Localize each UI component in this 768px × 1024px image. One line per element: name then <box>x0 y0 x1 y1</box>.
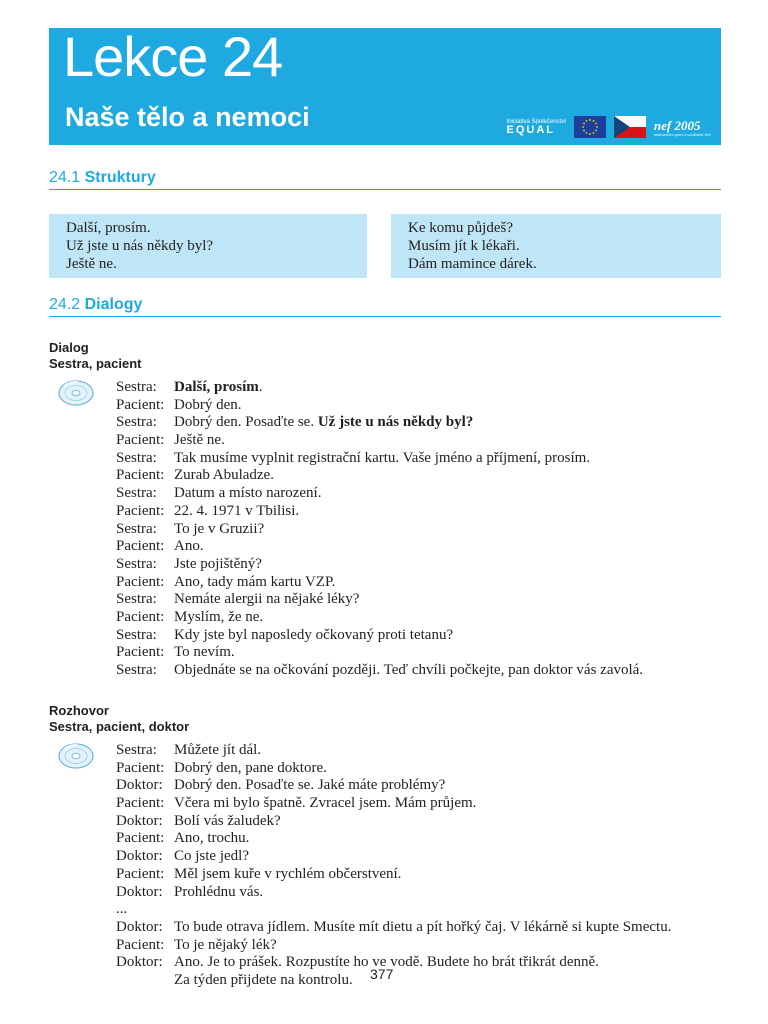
speaker-label: Pacient: <box>116 936 165 953</box>
speech-text <box>174 848 249 866</box>
speaker-label: Doktor: <box>116 883 163 900</box>
speech-plain: To bude otrava jídlem. Musíte mít dietu a pít hořký čaj. V lékárně si kupte Smectu. <box>174 918 672 935</box>
structure-phrase: Ke komu půjdeš? <box>408 220 513 236</box>
speech-text <box>174 972 353 990</box>
speaker-label: Pacient: <box>116 467 165 484</box>
speech-plain: 22. 4. 1971 v Tbilisi. <box>174 502 300 519</box>
section-heading-structures <box>49 169 721 190</box>
dialog-line <box>116 777 671 795</box>
speech-text <box>174 760 327 778</box>
dialog-line <box>116 609 643 627</box>
dialog-line <box>116 627 643 645</box>
dialog-line <box>116 795 671 813</box>
speaker-label: Pacient: <box>116 432 165 449</box>
speech-text <box>174 450 590 468</box>
section-number: 24.2 <box>49 296 81 313</box>
dialog-line <box>116 919 671 937</box>
speaker-label: Doktor: <box>116 777 163 794</box>
dialog-line <box>116 591 643 609</box>
dialog-line <box>116 467 643 485</box>
speaker-label: Sestra: <box>116 379 157 395</box>
speech-plain: To nevím. <box>174 644 235 661</box>
dialog-line <box>116 485 643 503</box>
speech-text <box>174 662 643 680</box>
speech-text <box>174 884 263 902</box>
speech-plain: Měl jsem kuře v rychlém občerstvení. <box>174 865 402 882</box>
speech-text <box>174 467 274 485</box>
speech-plain: Kdy jste byl naposledy očkovaný proti tetanu? <box>174 626 454 643</box>
speaker-label: Pacient: <box>116 608 165 625</box>
structures-box-right <box>391 214 721 278</box>
speaker-label: Pacient: <box>116 644 165 661</box>
speech-text <box>174 397 242 415</box>
speech-plain: Ještě ne. <box>174 432 225 449</box>
speaker-label: Pacient: <box>116 573 165 590</box>
speech-plain: Za týden přijdete na kontrolu. <box>174 971 353 988</box>
speech-text <box>174 813 281 831</box>
structure-phrase: Ještě ne. <box>66 256 117 272</box>
speech-plain: Prohlédnu vás. <box>174 883 264 900</box>
speech-plain: Objednáte se na očkování později. Teď chvíli počkejte, pan doktor vás zavolá. <box>174 662 644 678</box>
dialog-line <box>116 574 643 592</box>
speaker-label: Sestra: <box>116 520 157 537</box>
speaker-label: Sestra: <box>116 742 157 758</box>
speech-plain: Včera mi bylo špatně. Zvracel jsem. Mám průjem. <box>174 795 477 812</box>
dialog-line <box>116 813 671 831</box>
speech-plain: To je v Gruzii? <box>174 520 265 537</box>
speech-trailing: . <box>258 379 263 395</box>
speech-plain: Ano, tady mám kartu VZP. <box>174 573 336 590</box>
dialog-line <box>116 954 671 972</box>
speaker-label: Pacient: <box>116 538 165 555</box>
speech-plain: To je nějaký lék? <box>174 936 277 953</box>
lesson-banner <box>49 25 721 145</box>
speech-text <box>174 937 277 955</box>
dialog-line <box>116 521 643 539</box>
dialog-line <box>116 662 643 680</box>
dialog-title: Dialog <box>49 340 89 355</box>
speech-text <box>174 503 299 521</box>
dialog-transcript <box>116 379 643 680</box>
dialog-line <box>116 901 671 919</box>
speaker-label: Doktor: <box>116 918 163 935</box>
dialog-line <box>116 937 671 955</box>
speech-plain: Dobrý den. <box>174 396 242 413</box>
speech-plain: Ano. Je to prášek. Rozpustíte ho ve vodě. Budete ho brát třikrát denně. <box>174 954 599 971</box>
speaker-label: Sestra: <box>116 591 157 608</box>
speech-text <box>174 627 453 645</box>
speaker-label <box>116 972 174 990</box>
speech-text <box>174 795 476 813</box>
speaker-label: Sestra: <box>116 555 157 572</box>
speaker-label: Pacient: <box>116 865 165 882</box>
dialog-title: Rozhovor <box>49 703 109 718</box>
dialog-line <box>116 414 643 432</box>
section-name: Dialogy <box>84 296 143 313</box>
speech-text <box>174 485 321 503</box>
nef-logo-caption: ministerstvo práce a sociálních věcí <box>653 131 711 137</box>
speech-plain: Dobrý den. Posaďte se. <box>174 414 318 431</box>
dialog-line <box>116 760 671 778</box>
dialog-line <box>116 972 671 990</box>
dialog-line <box>116 538 643 556</box>
speech-plain: Tak musíme vyplnit registrační kartu. Vaše jméno a příjmení, prosím. <box>174 449 591 466</box>
speech-plain: Co jste jedl? <box>174 848 249 865</box>
speech-text <box>174 591 359 609</box>
speech-text <box>174 556 262 574</box>
speech-plain: Myslím, že ne. <box>174 608 264 625</box>
equal-logo-text: EQUAL <box>506 123 556 136</box>
structure-phrase: Dám mamince dárek. <box>408 256 537 272</box>
structures-box-left <box>49 214 367 278</box>
speech-plain: Zurab Abuladze. <box>174 467 274 484</box>
speech-plain: Můžete jít dál. <box>174 742 262 758</box>
speech-text <box>174 609 263 627</box>
dialog-transcript <box>116 742 671 990</box>
dialog-line <box>116 644 643 662</box>
speech-plain: Ano, trochu. <box>174 830 250 847</box>
dialog-line <box>116 379 643 397</box>
speaker-label: Pacient: <box>116 396 165 413</box>
speaker-label: Sestra: <box>116 662 157 678</box>
equal-logo <box>507 119 566 136</box>
speech-text <box>174 919 671 937</box>
speech-structure-highlight: Už jste u nás někdy byl? <box>317 414 474 431</box>
speech-plain: Dobrý den. Posaďte se. Jaké máte problémy? <box>174 777 446 794</box>
dialog-line <box>116 830 671 848</box>
speech-text <box>174 538 204 556</box>
speaker-label: Doktor: <box>116 848 163 865</box>
dialog-line <box>116 432 643 450</box>
speech-structure-highlight: Další, prosím <box>174 379 259 395</box>
eu-flag-icon <box>574 116 606 138</box>
speech-plain: Ano. <box>174 538 204 555</box>
speaker-label: Sestra: <box>116 414 157 431</box>
speaker-label: Pacient: <box>116 830 165 847</box>
structure-phrase: Musím jít k lékaři. <box>408 238 520 254</box>
speaker-label: Sestra: <box>116 449 157 466</box>
lesson-subtitle: Naše tělo a nemoci <box>65 102 310 132</box>
section-number: 24.1 <box>49 169 81 186</box>
speech-text <box>174 521 264 539</box>
speaker-label: Sestra: <box>116 626 157 643</box>
speech-plain: Nemáte alergii na nějaké léky? <box>174 591 360 608</box>
speech-text <box>174 644 235 662</box>
speech-plain: Datum a místo narození. <box>174 485 322 502</box>
dialog-participants: Sestra, pacient <box>49 356 142 371</box>
audio-cd-icon[interactable] <box>56 378 96 408</box>
page-number: 377 <box>370 966 394 982</box>
section-heading-dialogs <box>49 296 721 317</box>
structure-phrase: Další, prosím. <box>66 220 151 236</box>
speech-plain: Dobrý den, pane doktore. <box>174 759 327 776</box>
speech-text <box>174 866 401 884</box>
dialog-line <box>116 848 671 866</box>
dialog-heading <box>49 703 189 735</box>
dialog-line <box>116 884 671 902</box>
dialog-line <box>116 450 643 468</box>
speech-text <box>174 742 261 760</box>
speech-text <box>174 414 473 432</box>
equal-logo-caption: Iniciativa Společenství <box>506 118 566 125</box>
nef-logo <box>654 118 711 137</box>
dialog-line <box>116 556 643 574</box>
nef-logo-text: nef 2005 <box>653 117 701 133</box>
speaker-label: Pacient: <box>116 795 165 812</box>
speaker-label: Pacient: <box>116 502 165 519</box>
speaker-label: Doktor: <box>116 812 163 829</box>
speech-text <box>174 830 249 848</box>
speaker-label: Pacient: <box>116 759 165 776</box>
dialog-line <box>116 866 671 884</box>
speaker-label: Doktor: <box>116 954 163 971</box>
section-name: Struktury <box>84 169 156 186</box>
czech-flag-icon <box>614 116 646 138</box>
sponsor-logos <box>507 116 711 138</box>
dialog-line <box>116 397 643 415</box>
lesson-title: Lekce 24 <box>63 25 283 88</box>
speech-text <box>174 574 335 592</box>
speaker-label: ... <box>116 901 128 918</box>
speech-plain: Jste pojištěný? <box>174 555 262 572</box>
dialog-line <box>116 503 643 521</box>
speech-plain: Bolí vás žaludek? <box>174 812 281 829</box>
dialog-participants: Sestra, pacient, doktor <box>49 719 190 734</box>
audio-cd-icon[interactable] <box>56 741 96 771</box>
speaker-label: Sestra: <box>116 485 157 502</box>
dialog-heading <box>49 340 142 372</box>
speech-text <box>174 777 445 795</box>
speech-text <box>174 432 225 450</box>
speech-text <box>174 379 262 397</box>
dialog-line <box>116 742 671 760</box>
structure-phrase: Už jste u nás někdy byl? <box>66 238 214 254</box>
